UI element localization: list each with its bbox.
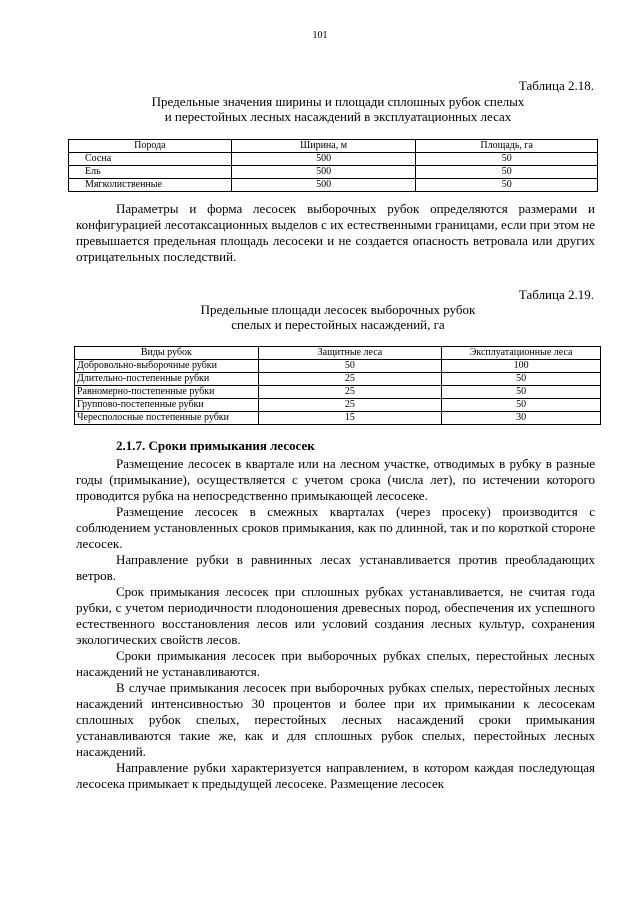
cell: 50 [442, 373, 601, 386]
cell: 25 [258, 386, 442, 399]
cell: Группово-постепенные рубки [75, 399, 259, 412]
table-row [69, 153, 598, 166]
cell: Ель [69, 166, 232, 179]
cell: 500 [231, 179, 416, 192]
header-cell: Ширина, м [231, 140, 416, 153]
table-header-row [75, 347, 601, 360]
cell: Чересполосные постепенные рубки [75, 412, 259, 425]
cell: Добровольно-выборочные рубки [75, 360, 259, 373]
caption-line: спелых и перестойных насаждений, га [231, 317, 445, 332]
cell: Длительно-постепенные рубки [75, 373, 259, 386]
table-2-19-caption [68, 302, 608, 332]
page-number: 101 [312, 30, 328, 41]
table-2-18-label: Таблица 2.18. [518, 78, 594, 93]
paragraph: Направление рубки характеризуется направлением, в котором каждая последующая лесосека примыкает к предыдущей лесосеке. Размещение лесосек [76, 760, 595, 791]
table-row [75, 386, 601, 399]
table-row [75, 412, 601, 425]
cell: 15 [258, 412, 442, 425]
cell: 50 [258, 360, 442, 373]
cell: 50 [442, 386, 601, 399]
cell: 25 [258, 373, 442, 386]
table-row [69, 166, 598, 179]
section-body [76, 456, 595, 792]
cell: 50 [416, 153, 598, 166]
cell: 500 [231, 153, 416, 166]
cell: Равномерно-постепенные рубки [75, 386, 259, 399]
cell: 50 [416, 166, 598, 179]
cell: 50 [442, 399, 601, 412]
paragraph: Направление рубки в равнинных лесах устанавливается против преобладающих ветров. [76, 552, 595, 583]
cell: Сосна [69, 153, 232, 166]
cell: Мягколиственные [69, 179, 232, 192]
table-row [75, 399, 601, 412]
paragraph-cutting-params [76, 201, 595, 265]
caption-line: и перестойных лесных насаждений в эксплуатационных лесах [164, 109, 512, 124]
cell: 50 [416, 179, 598, 192]
paragraph: В случае примыкания лесосек при выборочных рубках спелых, перестойных лесных насаждений интенсивностью 30 процентов и более при их примыкании к лесосекам сплошных рубок спелых, перестойных лесных насаждений сроки примыкания устанавливаются такие же, как и для сплошных рубок спелых, перестойных лесных насаждений. [76, 680, 595, 759]
table-row [75, 373, 601, 386]
paragraph: Размещение лесосек в смежных кварталах (через просеку) производится с соблюдением установленных сроков примыкания, как по длинной, так и по короткой стороне лесосек. [76, 504, 595, 551]
paragraph: Срок примыкания лесосек при сплошных рубках устанавливается, не считая года рубки, с учетом периодичности плодоношения древесных пород, обеспечения их успешного естественного восстановления лесов или условий создания лесных культур, сохранения экологических свойств лесов. [76, 584, 595, 647]
caption-line: Предельные площади лесосек выборочных рубок [200, 302, 476, 317]
table-header-row [69, 140, 598, 153]
table-row [69, 179, 598, 192]
header-cell: Защитные леса [258, 347, 442, 360]
header-cell: Порода [69, 140, 232, 153]
section-heading: 2.1.7. Сроки примыкания лесосек [116, 438, 315, 453]
cell: 25 [258, 399, 442, 412]
paragraph: Размещение лесосек в квартале или на лесном участке, отводимых в рубку в разные годы (примыкание), осуществляется с учетом срока (числа лет), по истечении которого проводится рубка на непосредственно примыкающей лесосеке. [76, 456, 595, 503]
table-2-19 [74, 346, 601, 425]
cell: 30 [442, 412, 601, 425]
table-2-18 [68, 139, 598, 192]
cell: 100 [442, 360, 601, 373]
table-row [75, 360, 601, 373]
header-cell: Виды рубок [75, 347, 259, 360]
paragraph: Сроки примыкания лесосек при выборочных рубках спелых, перестойных лесных насаждений не устанавливаются. [76, 648, 595, 679]
table-2-19-label: Таблица 2.19. [518, 287, 594, 302]
header-cell: Эксплуатационные леса [442, 347, 601, 360]
paragraph: Параметры и форма лесосек выборочных рубок определяются размерами и конфигурацией лесотаксационных выделов с их естественными границами, если при этом не превышается предельная площадь лесосеки и не создается опасность ветровала или других отрицательных последствий. [76, 201, 595, 264]
header-cell: Площадь, га [416, 140, 598, 153]
cell: 500 [231, 166, 416, 179]
table-2-18-caption [68, 94, 608, 124]
caption-line: Предельные значения ширины и площади сплошных рубок спелых [151, 94, 525, 109]
